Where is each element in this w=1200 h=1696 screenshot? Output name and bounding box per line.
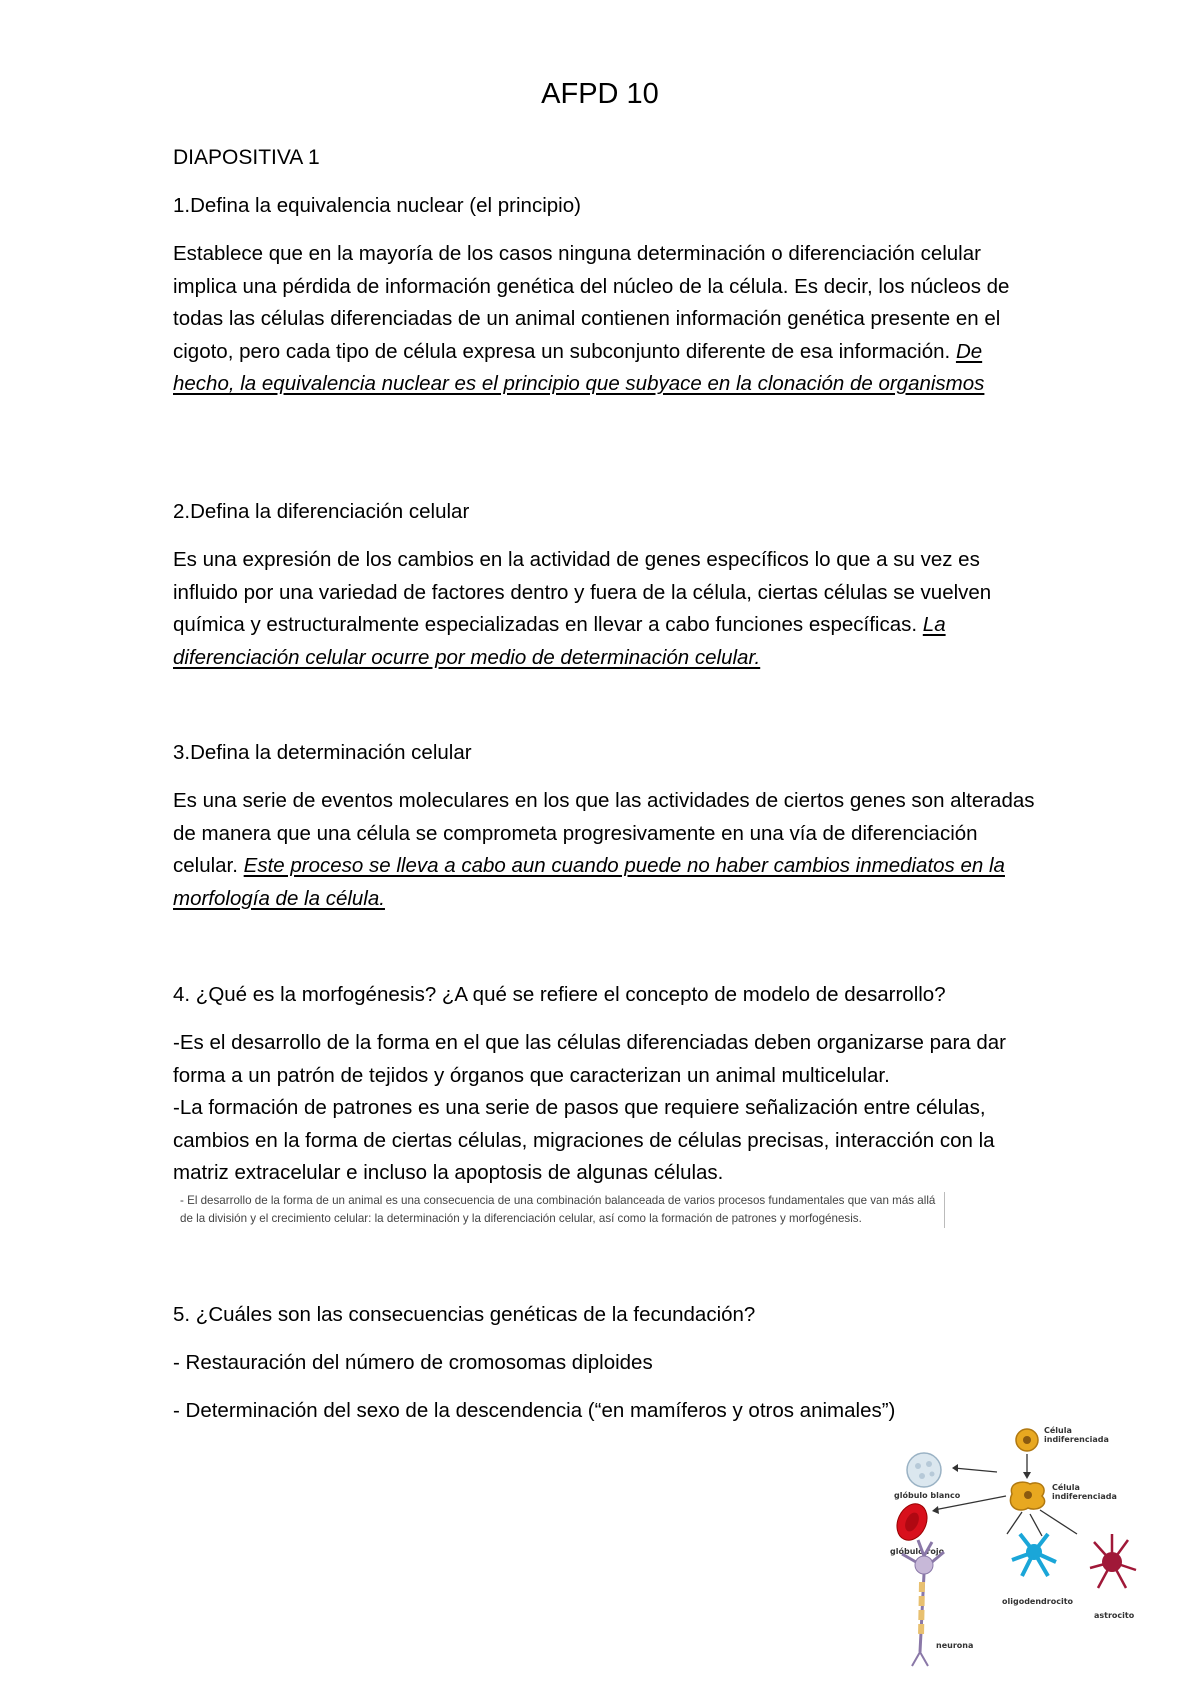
white-blood-cell-icon [907, 1453, 941, 1487]
astrocyte-icon [1090, 1534, 1136, 1588]
label-oligodendrocyte: oligodendrocito [1002, 1597, 1074, 1606]
undifferentiated-cell-icon [1016, 1429, 1038, 1451]
label-astrocyte: astrocito [1094, 1611, 1135, 1620]
label-differentiated-2: indiferenciada [1052, 1492, 1117, 1501]
answer-2-text: Es una expresión de los cambios en la actividad de genes específicos lo que a su vez es influido por una variedad de factores dentro y fuera de la célula, ciertas células se vuelven química y estructuralmente especializadas en llevar a cabo funciones específicas. [173, 548, 992, 636]
document-title: AFPD 10 [541, 78, 659, 110]
answer-1-text: Establece que en la mayoría de los casos ninguna determinación o diferenciación celular implica una pérdida de información genética del núcleo de la célula. Es decir, los núcleos de todas las células diferenciadas de un animal contienen información genética presente en el cigoto, pero cada tipo de célula expresa un subconjunto diferente de esa información. [173, 242, 1010, 363]
question-4: 4. ¿Qué es la morfogénesis? ¿A qué se refiere el concepto de modelo de desarrollo? [173, 983, 946, 1006]
arrow-neuron [1007, 1512, 1022, 1534]
answer-4-part-2: -La formación de patrones es una serie de pasos que requiere señalización entre células, cambios en la forma de ciertas células, migraciones de células precisas, interacción con la matriz extracelular e incluso la apoptosis de algunas células. [173, 1096, 995, 1184]
answer-3 [173, 785, 1043, 915]
label-differentiated: Célula [1052, 1483, 1080, 1492]
question-5: 5. ¿Cuáles son las consecuencias genéticas de la fecundación? [173, 1303, 756, 1326]
answer-5-part-2: - Determinación del sexo de la descendencia (“en mamíferos y otros animales”) [173, 1399, 896, 1422]
answer-2-highlight: La diferenciación celular ocurre por medio de determinación celular. [173, 613, 946, 669]
question-2: 2.Defina la diferenciación celular [173, 500, 470, 523]
arrow-white [954, 1468, 997, 1472]
label-white-cell: glóbulo blanco [894, 1491, 961, 1500]
answer-2 [173, 544, 1043, 674]
question-3: 3.Defina la determinación celular [173, 741, 472, 764]
arrow-white-head [952, 1464, 958, 1472]
answer-1 [173, 238, 1043, 401]
cell-differentiation-diagram [872, 1422, 1162, 1672]
answer-1-highlight: De hecho, la equivalencia nuclear es el principio que subyace en la clonación de organismos [173, 339, 985, 395]
slide-label: DIAPOSITIVA 1 [173, 146, 320, 169]
label-neuron: neurona [936, 1641, 974, 1650]
answer-3-highlight: Este proceso se lleva a cabo aun cuando puede no haber cambios inmediatos en la morfología de la célula. [173, 854, 1005, 910]
arrow-oligo [1030, 1514, 1042, 1536]
answer-5-part-1: - Restauración del número de cromosomas diploides [173, 1351, 653, 1374]
arrow-red-head [932, 1506, 939, 1514]
pasted-note: - El desarrollo de la forma de un animal es una consecuencia de una combinación balanceada de varios procesos fundamentales que van más allá de la división y el crecimiento celular: la determinación y la diferenciación celular, así como la formación de patrones y morfogénesis. [180, 1192, 945, 1228]
red-blood-cell-icon [891, 1499, 932, 1545]
label-undifferentiated-2: indiferenciada [1044, 1435, 1109, 1444]
answer-3-text: Es una serie de eventos moleculares en los que las actividades de ciertos genes son alteradas de manera que una célula se comprometa progresivamente en una vía de diferenciación celular. [173, 789, 1035, 877]
label-undifferentiated: Célula [1044, 1426, 1072, 1435]
arrow-head [1023, 1472, 1031, 1479]
oligodendrocyte-icon [1012, 1534, 1056, 1576]
differentiated-cell-icon [1010, 1482, 1044, 1510]
label-red-cell: glóbulo rojo [890, 1547, 945, 1556]
arrow-astro [1040, 1510, 1077, 1534]
question-1: 1.Defina la equivalencia nuclear (el principio) [173, 194, 581, 217]
answer-4-part-1: -Es el desarrollo de la forma en el que las células diferenciadas deben organizarse para dar forma a un patrón de tejidos y órganos que caracterizan un animal multicelular. [173, 1031, 1007, 1087]
